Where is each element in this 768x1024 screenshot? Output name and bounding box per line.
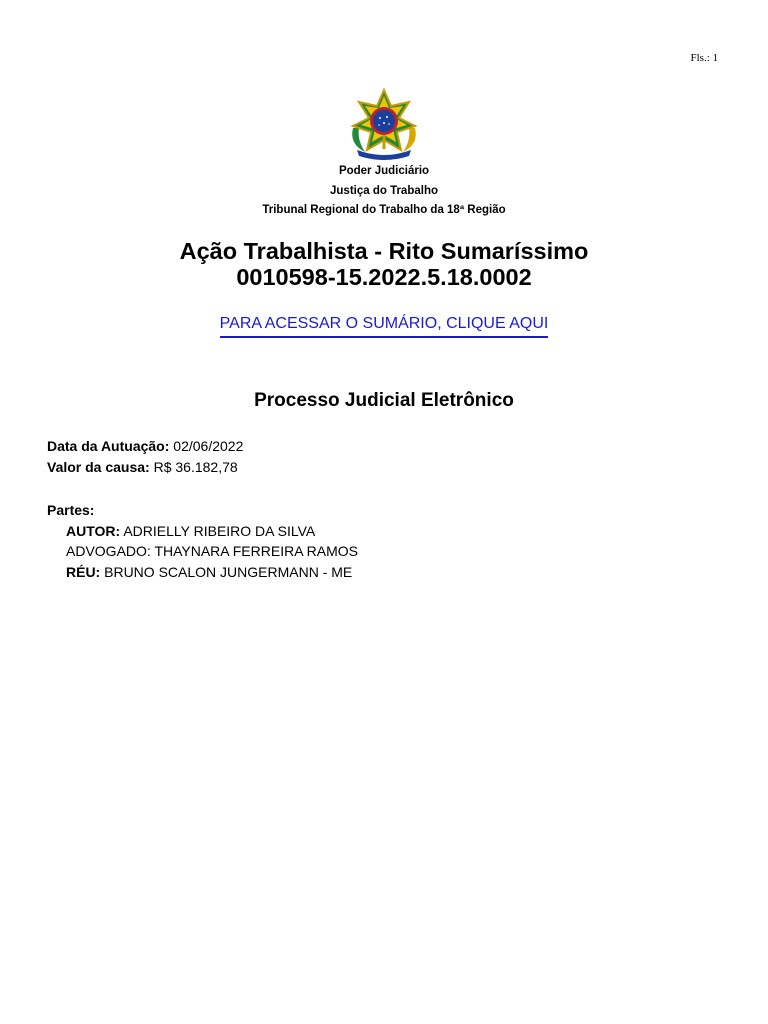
court-header [0, 162, 768, 221]
system-subtitle: Processo Judicial Eletrônico [254, 390, 514, 411]
case-details [47, 436, 243, 477]
claim-value-label: Valor da causa: [47, 458, 150, 475]
header-line-regional-court: Tribunal Regional do Trabalho da 18ª Região [262, 204, 506, 216]
lawyer-row [47, 541, 358, 562]
lawyer-label: ADVOGADO: [66, 543, 151, 559]
claim-value-value: R$ 36.182,78 [153, 458, 238, 475]
lawyer-name: THAYNARA FERREIRA RAMOS [154, 543, 358, 559]
defendant-row [47, 562, 358, 583]
document-title [0, 238, 768, 290]
plaintiff-label: AUTOR: [66, 522, 121, 539]
plaintiff-row [47, 521, 358, 542]
claim-value-row [47, 457, 243, 478]
brazil-coat-of-arms-icon [343, 88, 425, 160]
filing-date-value: 02/06/2022 [173, 438, 244, 454]
header-line-judiciary: Poder Judiciário [338, 165, 430, 177]
header-line-labor-justice: Justiça do Trabalho [330, 184, 438, 197]
page-number-label: Fls.: 1 [690, 52, 718, 64]
action-type-title: Ação Trabalhista - Rito Sumaríssimo [179, 238, 589, 264]
summary-link[interactable]: PARA ACESSAR O SUMÁRIO, CLIQUE AQUI [220, 313, 549, 338]
filing-date-row [47, 436, 243, 457]
case-number-title: 0010598-15.2022.5.18.0002 [236, 264, 532, 290]
plaintiff-name: ADRIELLY RIBEIRO DA SILVA [123, 522, 316, 539]
parties-section [47, 500, 358, 582]
filing-date-label: Data da Autuação: [47, 438, 170, 454]
parties-heading: Partes: [47, 502, 95, 518]
summary-link-container [0, 313, 768, 338]
defendant-label: RÉU: [66, 563, 101, 580]
defendant-name: BRUNO SCALON JUNGERMANN - ME [104, 563, 353, 580]
